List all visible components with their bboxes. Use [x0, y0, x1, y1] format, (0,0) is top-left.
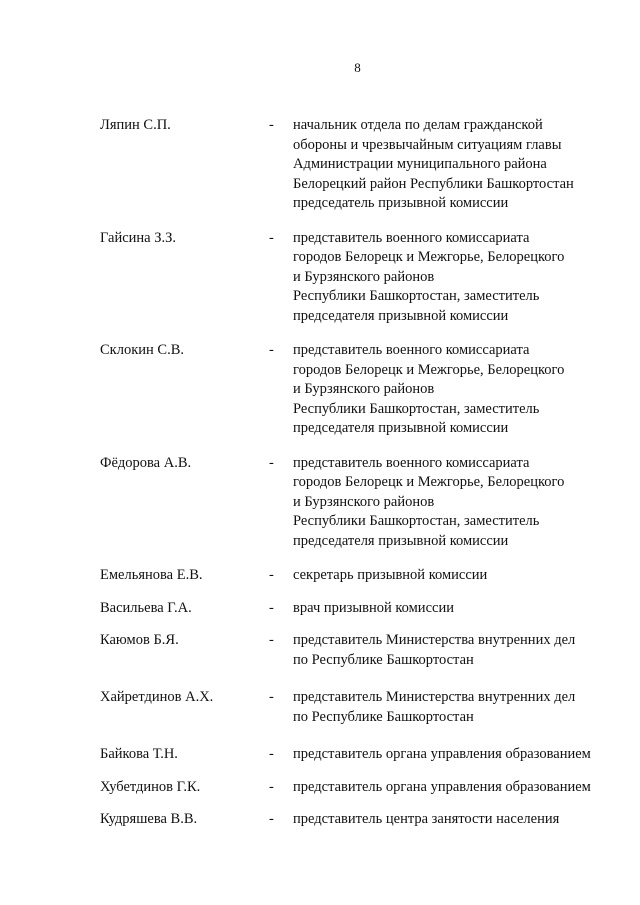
member-description: представитель Министерства внутренних дел по Республике Башкортостан — [293, 632, 576, 668]
member-row — [100, 745, 630, 765]
member-description: представитель центра занятости населения — [293, 811, 560, 827]
member-description: врач призывной комиссии — [293, 599, 454, 616]
member-row — [100, 688, 630, 727]
member-description: представитель военного комиссариата городов Белорецк и Межгорье, Белорецкого и Бурзянского районов Республики Башкортостан, заместитель председателя призывной комиссии — [293, 454, 565, 549]
member-name: Хайретдинов А.Х. — [100, 689, 214, 705]
member-row — [100, 778, 630, 798]
member-name: Байкова Т.Н. — [100, 746, 178, 762]
member-name: Склокин С.В. — [100, 342, 184, 358]
member-name: Фёдорова А.В. — [100, 454, 192, 471]
page-number: 8 — [354, 60, 361, 75]
member-description: представитель органа управления образованием — [293, 746, 591, 762]
member-row — [100, 341, 630, 439]
member-dash: - — [269, 811, 274, 827]
member-description: представитель военного комиссариата городов Белорецк и Межгорье, Белорецкого и Бурзянского районов Республики Башкортостан, заместитель председателя призывной комиссии — [293, 342, 565, 436]
member-dash: - — [269, 454, 274, 471]
member-name: Каюмов Б.Я. — [100, 632, 179, 648]
member-row — [100, 631, 630, 670]
member-row — [100, 599, 630, 619]
member-row — [100, 810, 630, 830]
member-dash: - — [269, 778, 274, 795]
member-description: секретарь призывной комиссии — [293, 567, 488, 583]
member-row — [100, 229, 630, 327]
member-description: начальник отдела по делам гражданской обороны и чрезвычайным ситуациям главы Администрации муниципального района Белорецкий район Республики Башкортостан председатель призывной комиссии — [293, 117, 574, 211]
member-name: Кудряшева В.В. — [100, 811, 198, 827]
member-name: Ляпин С.П. — [100, 117, 171, 133]
member-description: представитель военного комиссариата городов Белорецк и Межгорье, Белорецкого и Бурзянского районов Республики Башкортостан, заместитель председателя призывной комиссии — [293, 229, 565, 324]
member-dash: - — [269, 689, 274, 705]
commission-members-list — [100, 116, 630, 830]
member-description: представитель Министерства внутренних дел по Республике Башкортостан — [293, 689, 576, 725]
member-dash: - — [269, 567, 274, 583]
member-dash: - — [269, 229, 274, 246]
member-dash: - — [269, 342, 274, 358]
member-name: Васильева Г.А. — [100, 599, 192, 616]
member-row — [100, 454, 630, 552]
member-row — [100, 566, 630, 586]
member-name: Емельянова Е.В. — [100, 567, 203, 583]
member-description: представитель органа управления образованием — [293, 778, 591, 795]
member-name: Хубетдинов Г.К. — [100, 778, 201, 795]
member-dash: - — [269, 746, 274, 762]
member-row — [100, 116, 630, 214]
member-dash: - — [269, 632, 274, 648]
member-name: Гайсина З.З. — [100, 229, 177, 246]
member-dash: - — [269, 599, 274, 616]
member-dash: - — [269, 117, 274, 133]
